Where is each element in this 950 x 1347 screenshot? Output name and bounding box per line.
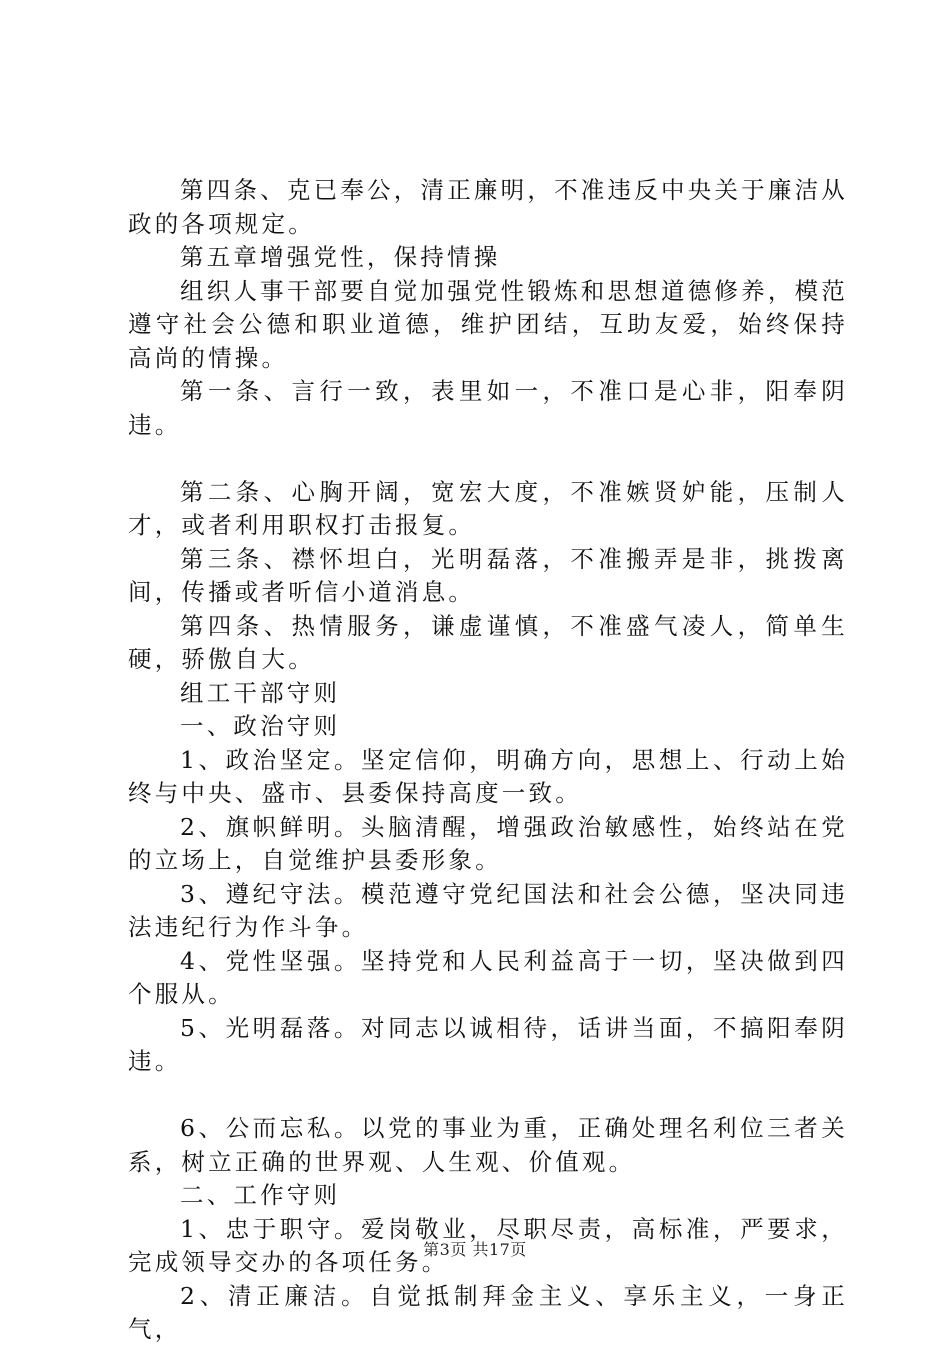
list-item-political-1: 1、政治坚定。坚定信仰，明确方向，思想上、行动上始终与中央、盛市、县委保持高度一致。 [128,745,848,807]
paragraph-spacer [128,442,848,476]
list-item-political-3: 3、遵纪守法。模范遵守党纪国法和社会公德，坚决同违法违纪行为作斗争。 [128,879,848,941]
paragraph-article-1: 第一条、言行一致，表里如一，不准口是心非，阳奉阴违。 [128,377,848,439]
list-item-work-1: 1、忠于职守。爱岗敬业，尽职尽责，高标准，严要求，完成领导交办的各项任务。 [128,1214,848,1276]
page-number-footer: 第3页 共17页 [423,1240,527,1259]
paragraph-article-4: 第四条、克已奉公，清正廉明，不准违反中央关于廉洁从政的各项规定。 [128,176,848,238]
paragraph-article-4b: 第四条、热情服务，谦虚谨慎，不准盛气凌人，简单生硬，骄傲自大。 [128,611,848,673]
paragraph-article-3: 第三条、襟怀坦白，光明磊落，不准搬弄是非，挑拨离间，传播或者听信小道消息。 [128,544,848,606]
paragraph-article-2: 第二条、心胸开阔，宽宏大度，不准嫉贤妒能，压制人才，或者利用职权打击报复。 [128,477,848,539]
paragraph-chapter-5-intro: 组织人事干部要自觉加强党性锻炼和思想道德修养，模范遵守社会公德和职业道德，维护团结，互助友爱，始终保持高尚的情操。 [128,276,848,372]
document-body [128,174,848,1347]
paragraph-spacer [128,1079,848,1113]
heading-chapter-5: 第五章增强党性，保持情操 [180,243,501,271]
list-item-political-6: 6、公而忘私。以党的事业为重，正确处理名利位三者关系，树立正确的世界观、人生观、价值观。 [128,1114,848,1176]
list-item-work-2: 2、清正廉洁。自觉抵制拜金主义、享乐主义，一身正气， [128,1281,848,1343]
list-item-political-4: 4、党性坚强。坚持党和人民利益高于一切，坚决做到四个服从。 [128,946,848,1008]
list-item-political-5: 5、光明磊落。对同志以诚相待，话讲当面，不搞阳奉阴违。 [128,1013,848,1075]
heading-political-rules: 一、政治守则 [180,712,341,740]
list-item-political-2: 2、旗帜鲜明。头脑清醒，增强政治敏感性，始终站在党的立场上，自觉维护县委形象。 [128,812,848,874]
heading-work-rules: 二、工作守则 [180,1181,341,1209]
heading-cadre-rules: 组工干部守则 [180,678,341,707]
